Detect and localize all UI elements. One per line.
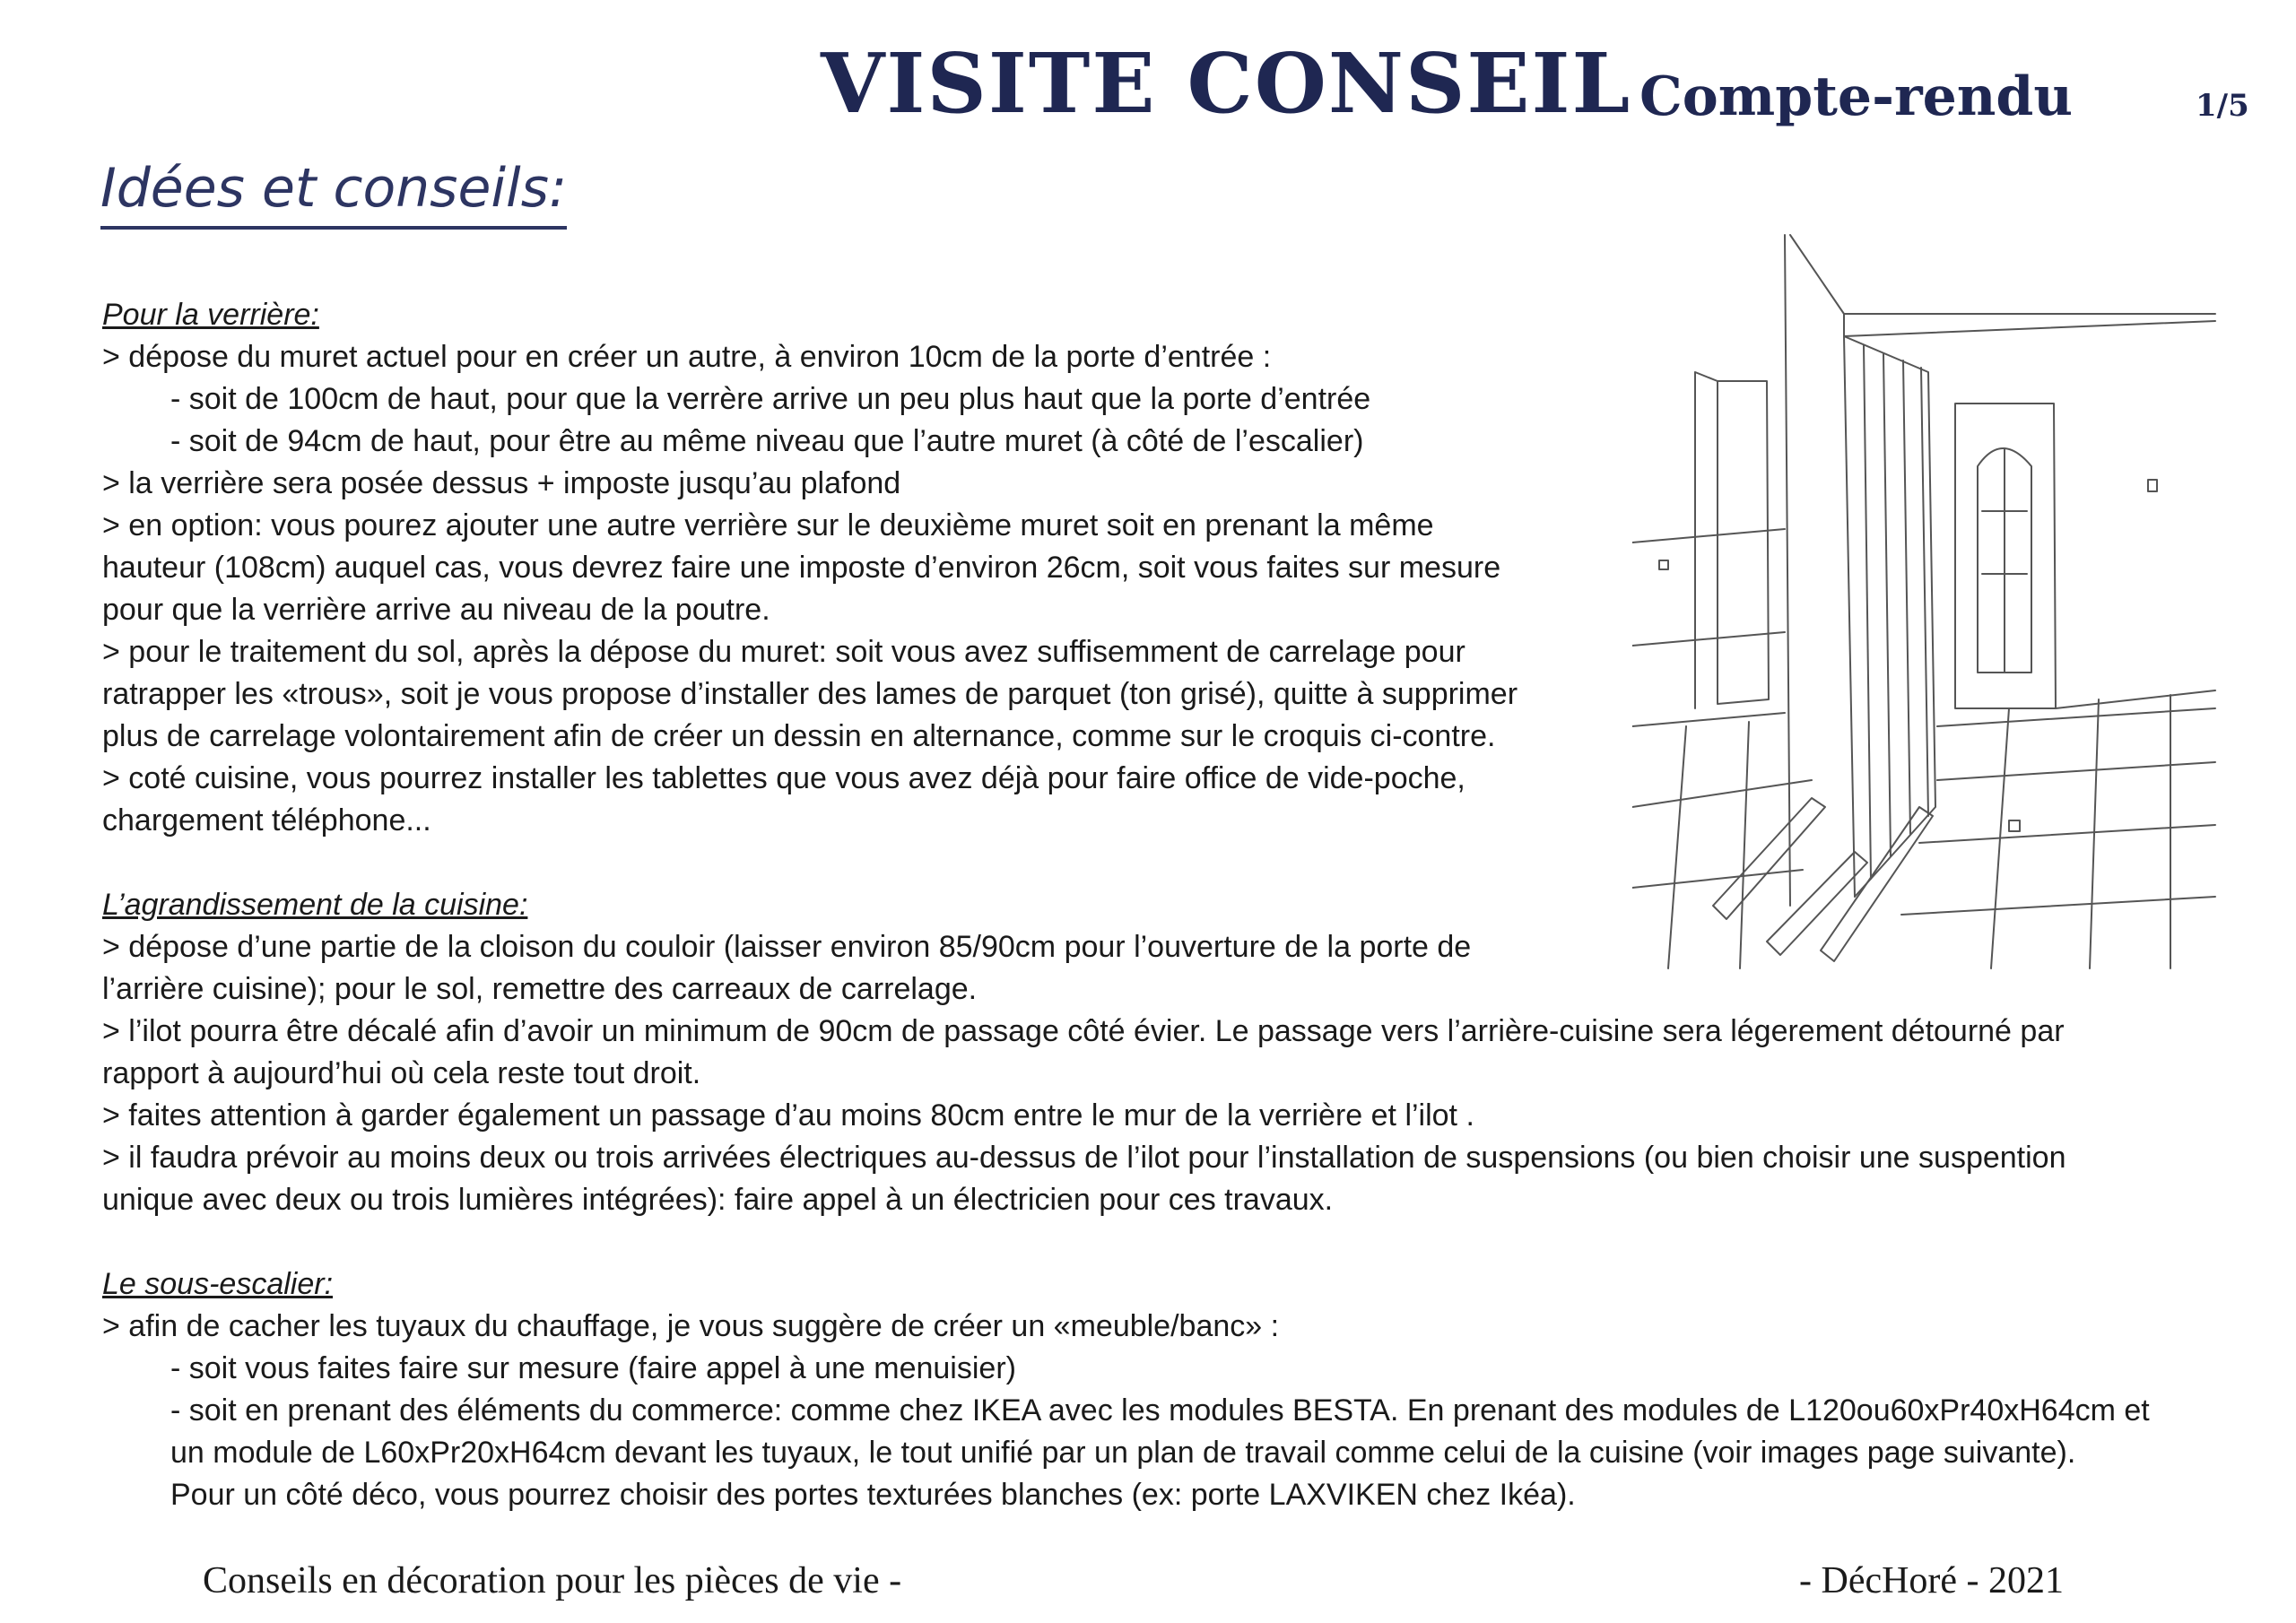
paragraph-line: > faites attention à garder également un passage d’au moins 80cm entre le mur de la verrière et l’ilot . — [102, 1098, 1474, 1133]
footer-left-text: Conseils en décoration pour les pièces de vie - — [203, 1560, 902, 1601]
document-subtitle: Compte-rendu — [1639, 65, 2073, 128]
paragraph-line: > l’ilot pourra être décalé afin d’avoir un minimum de 90cm de passage côté évier. Le passage vers l’arrière-cuisine sera légerement détourné par — [102, 1014, 2065, 1048]
paragraph-line: > coté cuisine, vous pourrez installer les tablettes que vous avez déjà pour faire office de vide-poche, — [102, 761, 1465, 795]
paragraph-line: > pour le traitement du sol, après la dépose du muret: soit vous avez suffisemment de carrelage pour — [102, 635, 1465, 669]
paragraph-line: chargement téléphone... — [102, 803, 431, 838]
paragraph-line: - soit en prenant des éléments du commerce: comme chez IKEA avec les modules BESTA. En prenant des modules de L120ou60xPr40xH64cm et — [170, 1393, 2150, 1428]
section-title-escalier: Le sous-escalier: — [102, 1267, 334, 1301]
document-title: VISITE CONSEIL — [821, 35, 1632, 132]
paragraph-line: hauteur (108cm) auquel cas, vous devrez faire une imposte d’environ 26cm, soit vous faites sur mesure — [102, 551, 1501, 585]
paragraph-line: plus de carrelage volontairement afin de créer un dessin en alternance, comme sur le croquis ci-contre. — [102, 719, 1496, 753]
paragraph-line: ratrapper les «trous», soit je vous propose d’installer des lames de parquet (ton grisé), quitte à supprimer — [102, 677, 1518, 711]
paragraph-line: > dépose d’une partie de la cloison du couloir (laisser environ 85/90cm pour l’ouverture de la porte de — [102, 930, 1472, 964]
paragraph-line: > la verrière sera posée dessus + imposte jusqu’au plafond — [102, 466, 901, 500]
section-title-cuisine: L’agrandissement de la cuisine: — [102, 888, 528, 922]
paragraph-line: Pour un côté déco, vous pourrez choisir des portes texturées blanches (ex: porte LAXVIKEN chez Ikéa). — [170, 1478, 1576, 1512]
page-number: 1/5 — [2196, 88, 2249, 124]
paragraph-line: - soit vous faites faire sur mesure (faire appel à une menuisier) — [170, 1351, 1016, 1385]
paragraph-line: l’arrière cuisine); pour le sol, remettre des carreaux de carrelage. — [102, 972, 978, 1006]
footer-right-text: - DécHoré - 2021 — [1799, 1560, 2065, 1601]
paragraph-line: > il faudra prévoir au moins deux ou trois arrivées électriques au-dessus de l’ilot pour l’installation de suspensions (ou bien choisir une suspention — [102, 1141, 2066, 1175]
paragraph-line: un module de L60xPr20xH64cm devant les tuyaux, le tout unifié par un plan de travail comme celui de la cuisine (voir images page suivante). — [170, 1436, 2076, 1470]
room-sketch-image — [1632, 224, 2224, 977]
paragraph-line: unique avec deux ou trois lumières intégrées): faire appel à un électricien pour ces travaux. — [102, 1183, 1334, 1217]
section-heading: Idées et conseils: — [100, 152, 567, 230]
paragraph-line: > afin de cacher les tuyaux du chauffage, je vous suggère de créer un «meuble/banc» : — [102, 1309, 1280, 1343]
paragraph-line: pour que la verrière arrive au niveau de la poutre. — [102, 593, 770, 627]
paragraph-line: rapport à aujourd’hui où cela reste tout droit. — [102, 1056, 701, 1090]
section-title-verriere: Pour la verrière: — [102, 298, 319, 332]
paragraph-line: > en option: vous pourez ajouter une autre verrière sur le deuxième muret soit en prenant la même — [102, 508, 1434, 542]
paragraph-line: > dépose du muret actuel pour en créer un autre, à environ 10cm de la porte d’entrée : — [102, 340, 1272, 374]
paragraph-line: - soit de 100cm de haut, pour que la verrère arrive un peu plus haut que la porte d’entrée — [170, 382, 1371, 416]
paragraph-line: - soit de 94cm de haut, pour être au même niveau que l’autre muret (à côté de l’escalier) — [170, 424, 1364, 458]
